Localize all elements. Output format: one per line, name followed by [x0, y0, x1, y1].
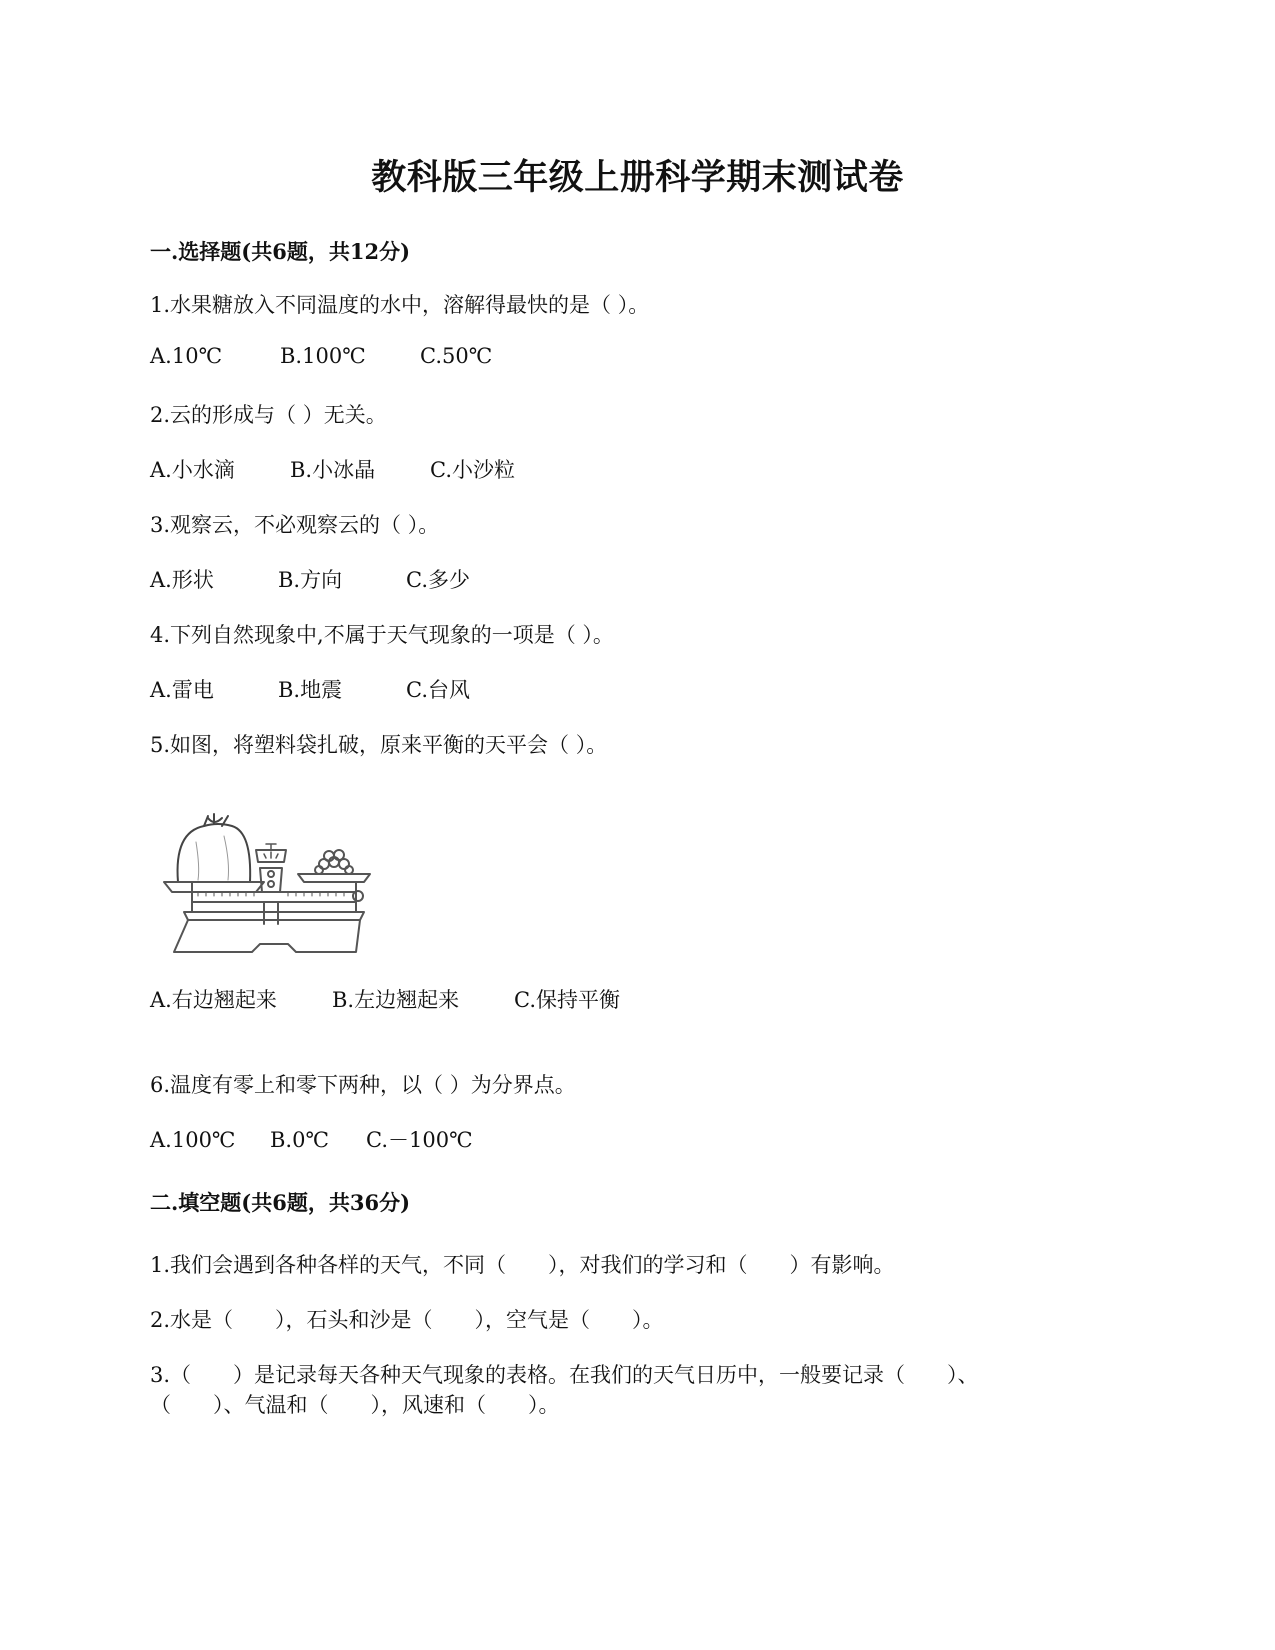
option-c: C.50℃ — [420, 344, 493, 368]
option-c: C.台风 — [406, 678, 470, 702]
fill-blank-item-1: 1.我们会遇到各种各样的天气，不同（ ），对我们的学习和（ ）有影响。 — [150, 1253, 895, 1277]
option-b: B.地震 — [278, 678, 343, 702]
option-c: C.保持平衡 — [514, 988, 620, 1012]
option-b: B.小冰晶 — [290, 458, 376, 482]
option-c: C.－100℃ — [366, 1128, 473, 1152]
option-a: A.小水滴 — [150, 458, 235, 482]
question-6-stem: 6.温度有零上和零下两种，以（ ）为分界点。 — [150, 1073, 576, 1097]
question-4-options — [150, 674, 470, 704]
option-a: A.100℃ — [150, 1128, 236, 1152]
question-3-options — [150, 564, 470, 594]
question-6-options — [150, 1124, 473, 1154]
question-1-options — [150, 344, 492, 368]
question-3-stem: 3.观察云，不必观察云的（ ）。 — [150, 513, 440, 537]
question-1-stem: 1.水果糖放入不同温度的水中，溶解得最快的是（ ）。 — [150, 293, 650, 317]
question-5-options — [150, 984, 620, 1014]
option-a: A.10℃ — [150, 344, 223, 368]
option-a: A.右边翘起来 — [150, 988, 277, 1012]
question-2-options — [150, 454, 515, 484]
option-a: A.雷电 — [150, 678, 214, 702]
balance-scale-figure — [148, 812, 400, 972]
fill-blank-item-3-continued: （ ）、气温和（ ），风速和（ ）。 — [150, 1393, 560, 1417]
option-b: B.左边翘起来 — [332, 988, 460, 1012]
option-c: C.多少 — [406, 568, 470, 592]
option-b: B.0℃ — [270, 1128, 329, 1152]
question-2-stem: 2.云的形成与（ ）无关。 — [150, 403, 387, 427]
option-c: C.小沙粒 — [430, 458, 515, 482]
question-5-stem: 5.如图，将塑料袋扎破，原来平衡的天平会（ ）。 — [150, 733, 608, 757]
fill-blank-item-3: 3.（ ）是记录每天各种天气现象的表格。在我们的天气日历中，一般要记录（ ）、 — [150, 1363, 979, 1387]
fill-blank-item-2: 2.水是（ ），石头和沙是（ ），空气是（ ）。 — [150, 1308, 664, 1332]
section-heading-choice: 一.选择题(共6题，共12分) — [150, 239, 411, 264]
question-4-stem: 4.下列自然现象中,不属于天气现象的一项是（ ）。 — [150, 623, 614, 647]
section-heading-fill-blank: 二.填空题(共6题，共36分) — [150, 1190, 411, 1215]
option-a: A.形状 — [150, 568, 214, 592]
exam-title: 教科版三年级上册科学期末测试卷 — [371, 157, 904, 198]
option-b: B.100℃ — [280, 344, 366, 368]
option-b: B.方向 — [278, 568, 343, 592]
